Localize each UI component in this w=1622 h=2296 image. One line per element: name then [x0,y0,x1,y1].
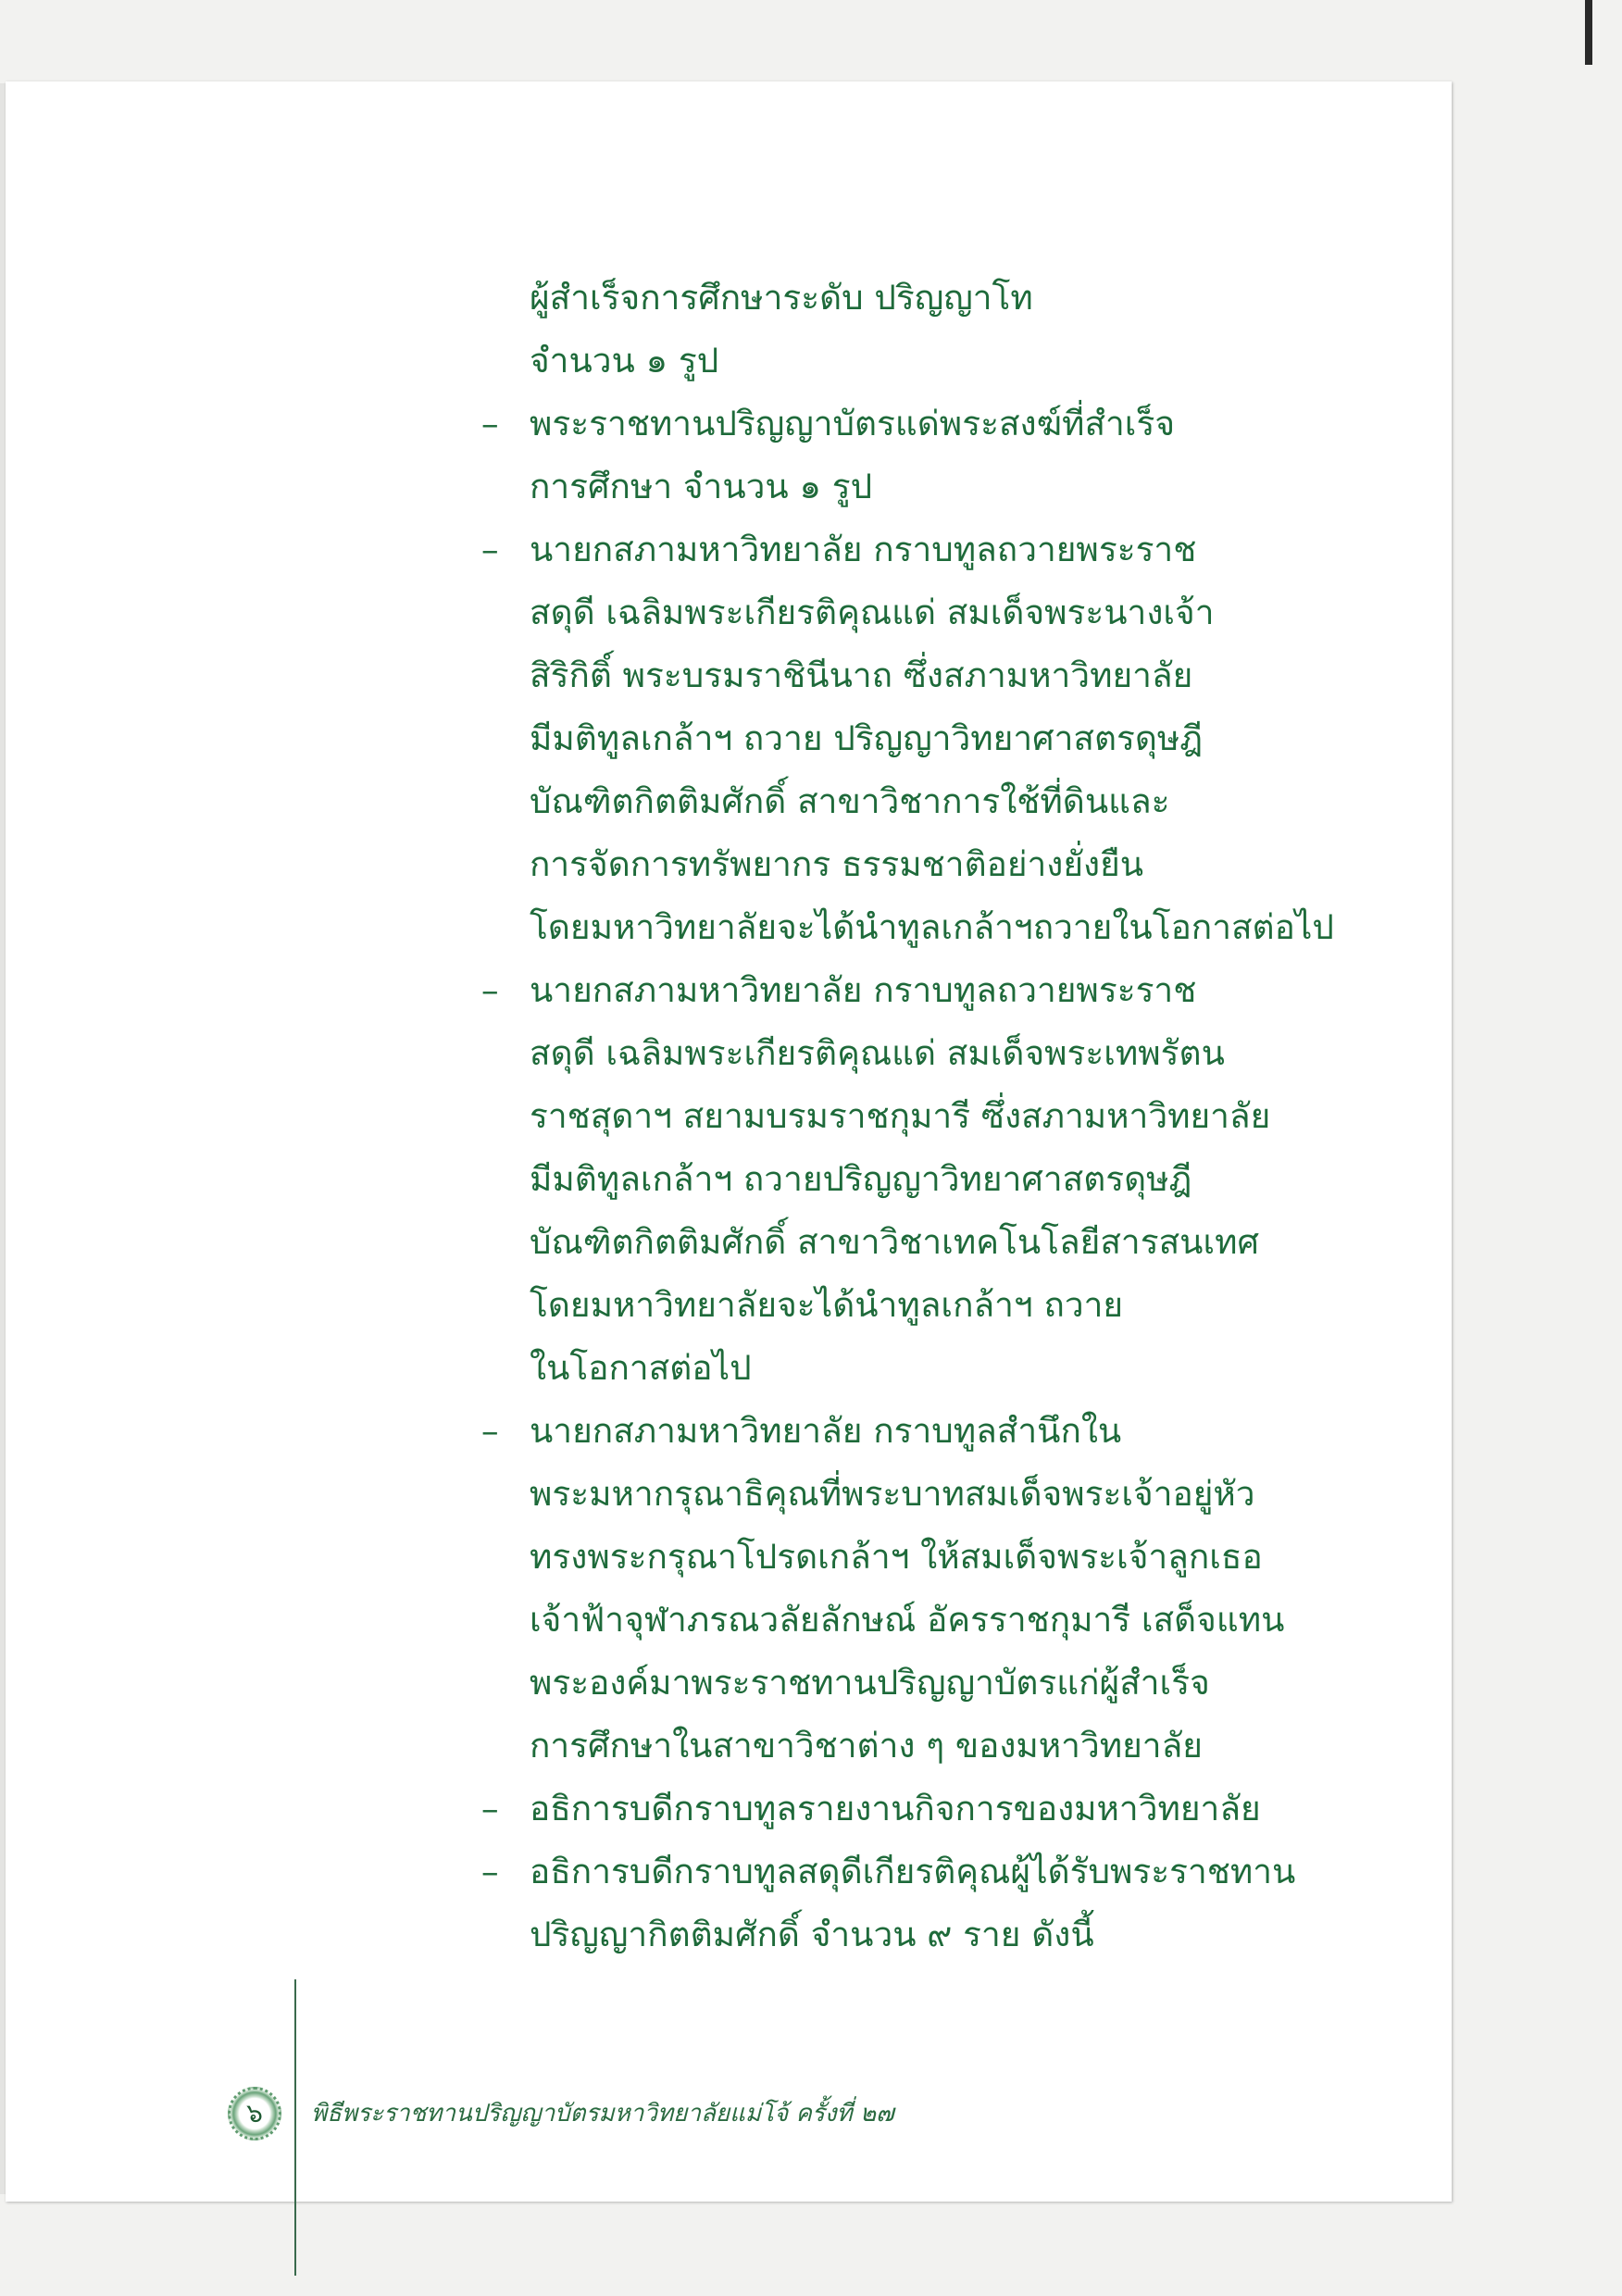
bullet-line [481,518,1315,581]
line-text: อธิการบดีกราบทูลรายงานกิจการของมหาวิทยาลัย [530,1789,1261,1828]
text-line [481,1652,1315,1715]
text-line [481,644,1315,707]
dash-marker: – [481,530,499,569]
line-text: พระมหากรุณาธิคุณที่พระบาทสมเด็จพระเจ้าอยู่หัว [530,1474,1255,1514]
bullet-line [481,1400,1315,1463]
line-text: โดยมหาวิทยาลัยจะได้นำทูลเกล้าฯ ถวาย [530,1285,1124,1325]
dash-marker: – [481,1789,499,1828]
text-line [481,1022,1315,1085]
line-text: ปริญญากิตติมศักดิ์ จำนวน ๙ ราย ดังนี้ [530,1915,1094,1954]
line-text: สดุดี เฉลิมพระเกียรติคุณแด่ สมเด็จพระเทพรัตน [530,1033,1225,1073]
line-text: อธิการบดีกราบทูลสดุดีเกียรติคุณผู้ได้รับพระราชทาน [530,1852,1296,1891]
text-line [481,1148,1315,1211]
line-text: ผู้สำเร็จการศึกษาระดับ ปริญญาโท [530,278,1033,318]
dash-marker: – [481,1852,499,1891]
line-text: สดุดี เฉลิมพระเกียรติคุณแด่ สมเด็จพระนางเจ้า [530,593,1215,632]
line-text: มีมติทูลเกล้าฯ ถวายปริญญาวิทยาศาสตรดุษฎี [530,1159,1192,1199]
text-line [481,707,1315,770]
dash-marker: – [481,1411,499,1451]
line-text: การจัดการทรัพยากร ธรรมชาติอย่างยั่งยืน [530,844,1144,884]
line-text: พระองค์มาพระราชทานปริญญาบัตรแก่ผู้สำเร็จ [530,1663,1210,1703]
line-text: ราชสุดาฯ สยามบรมราชกุมารี ซึ่งสภามหาวิทยาลัย [530,1096,1271,1136]
text-line [481,1463,1315,1526]
bullet-line [481,1778,1315,1841]
text-line [481,1211,1315,1274]
text-line [481,330,1315,393]
text-line [481,1526,1315,1589]
line-text: เจ้าฟ้าจุฬาภรณวลัยลักษณ์ อัครราชกุมารี เสด็จแทน [530,1600,1285,1640]
page-number-badge [228,2087,281,2140]
line-text: การศึกษาในสาขาวิชาต่าง ๆ ของมหาวิทยาลัย [530,1726,1203,1766]
dash-marker: – [481,970,499,1010]
line-text: นายกสภามหาวิทยาลัย กราบทูลสำนึกใน [530,1411,1122,1451]
line-text: มีมติทูลเกล้าฯ ถวาย ปริญญาวิทยาศาสตรดุษฎี [530,718,1204,758]
line-text: บัณฑิตกิตติมศักดิ์ สาขาวิชาเทคโนโลยีสารสนเทศ [530,1222,1259,1262]
text-line [481,1274,1315,1337]
text-line [481,896,1334,959]
line-text: ทรงพระกรุณาโปรดเกล้าฯ ให้สมเด็จพระเจ้าลูกเธอ [530,1537,1263,1577]
text-line [481,267,1315,330]
text-line [481,581,1315,644]
line-text: ในโอกาสต่อไป [530,1348,752,1388]
text-line [481,770,1315,833]
text-line [481,1589,1315,1652]
line-text: นายกสภามหาวิทยาลัย กราบทูลถวายพระราช [530,970,1197,1010]
line-text: บัณฑิตกิตติมศักดิ์ สาขาวิชาการใช้ที่ดินและ [530,781,1170,821]
dash-marker: – [481,404,499,443]
line-text: พระราชทานปริญญาบัตรแด่พระสงฆ์ที่สำเร็จ [530,404,1176,443]
bullet-line [481,393,1315,455]
bullet-line [481,959,1315,1022]
document-page [6,81,1452,2202]
line-text: การศึกษา จำนวน ๑ รูป [530,467,873,506]
line-text: นายกสภามหาวิทยาลัย กราบทูลถวายพระราช [530,530,1197,569]
page-number: ๖ [246,2098,263,2128]
line-text: สิริกิติ์ พระบรมราชินีนาถ ซึ่งสภามหาวิทยาลัย [530,655,1193,695]
line-text: โดยมหาวิทยาลัยจะได้นำทูลเกล้าฯถวายในโอกาสต่อไป [530,907,1334,947]
bullet-line [481,1841,1315,1903]
running-footer: พิธีพระราชทานปริญญาบัตรมหาวิทยาลัยแม่โจ้ ครั้งที่ ๒๗ [311,2100,894,2128]
text-line [481,833,1315,896]
text-line [481,455,1315,518]
footer-divider [294,1979,296,2276]
text-line [481,1085,1315,1148]
text-line [481,1715,1315,1778]
body-text [481,267,1334,1966]
scan-edge-top [1585,0,1592,65]
text-line [481,1903,1315,1966]
text-line [481,1337,1315,1400]
line-text: จำนวน ๑ รูป [530,341,719,381]
